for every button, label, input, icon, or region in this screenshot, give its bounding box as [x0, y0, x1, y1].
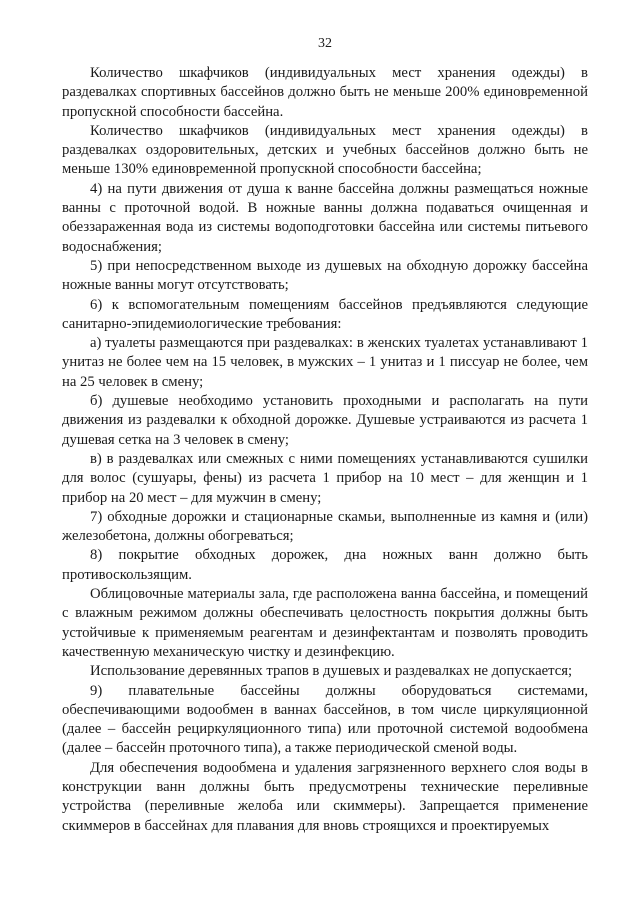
- paragraph-item-4-foot-baths: 4) на пути движения от душа к ванне бассейна должны размещаться ножные ванны с проточной водой. В ножные ванны должна подаваться очищенная и обеззараженная вода из системы водоподготовки бассейна или системы питьевого водоснабжения;: [62, 180, 588, 255]
- paragraph-water-exchange: Для обеспечения водообмена и удаления загрязненного верхнего слоя воды в конструкции ванн должны быть предусмотрены технические переливные устройства (переливные желоба или скиммеры). Запрещается применение скиммеров в бассейнах для плавания для вновь строящихся и проектируемых: [62, 759, 588, 834]
- paragraph-item-6: 6) к вспомогательным помещениям бассейнов предъявляются следующие санитарно-эпидемиологические требования:: [62, 296, 588, 332]
- paragraph-item-7: 7) обходные дорожки и стационарные скамьи, выполненные из камня и (или) железобетона, должны обогреваться;: [62, 508, 588, 545]
- paragraph-item-6b-showers: б) душевые необходимо установить проходными и располагать на пути движения из раздевалки к обходной дорожке. Душевые устраиваются из расчета 1 душевая сетка на 3 человек в смену;: [62, 393, 588, 448]
- paragraph-item-6c-dryers: в) в раздевалках или смежных с ними помещениях устанавливаются сушилки для волос (сушуары, фены) из расчета 1 прибор на 10 мест – для женщин и 1 прибор на 20 мест – для мужчин в смену;: [62, 450, 588, 506]
- paragraph-wooden-grates: Использование деревянных трапов в душевых и раздевалках не допускается;: [90, 663, 573, 680]
- paragraph-item-9: 9) плавательные бассейны должны оборудоваться системами, обеспечивающими водообмен в ваннах бассейнов, в том числе циркуляционной (далее – бассейн рециркуляционного типа) или проточной системой водообмена (далее – бассейн проточного типа), а также периодической сменой воды.: [62, 682, 588, 757]
- paragraph-item-6a-toilets: а) туалеты размещаются при раздевалках: в женских туалетах устанавливают 1 унитаз не более чем на 15 человек, в мужских – 1 унитаз и 1 писсуар не более, чем на 25 человек в смену;: [62, 335, 588, 390]
- paragraph-lockers-sport: Количество шкафчиков (индивидуальных мест хранения одежды) в раздевалках спортивных бассейнов должно быть не меньше 200% единовременной пропускной способности бассейна.: [62, 65, 588, 120]
- document-body: [62, 64, 588, 836]
- page-number: 32: [318, 36, 332, 51]
- paragraph-item-8: 8) покрытие обходных дорожек, дна ножных ванн должно быть противоскользящим.: [62, 547, 588, 583]
- paragraph-item-5: 5) при непосредственном выходе из душевых на обходную дорожку бассейна ножные ванны могут отсутствовать;: [62, 257, 588, 294]
- paragraph-facing-materials: Облицовочные материалы зала, где расположена ванна бассейна, и помещений с влажным режимом должны обеспечивать целостность покрытия должны быть устойчивые к применяемым реагентам и дезинфектантам и позволять проводить качественную механическую чистку и дезинфекцию.: [62, 586, 588, 660]
- page-bottom-edge: [0, 898, 640, 904]
- paragraph-lockers-health: Количество шкафчиков (индивидуальных мест хранения одежды) в раздевалках оздоровительных, детских и учебных бассейнов должно быть не меньше 130% единовременной пропускной способности бассейна;: [62, 122, 588, 178]
